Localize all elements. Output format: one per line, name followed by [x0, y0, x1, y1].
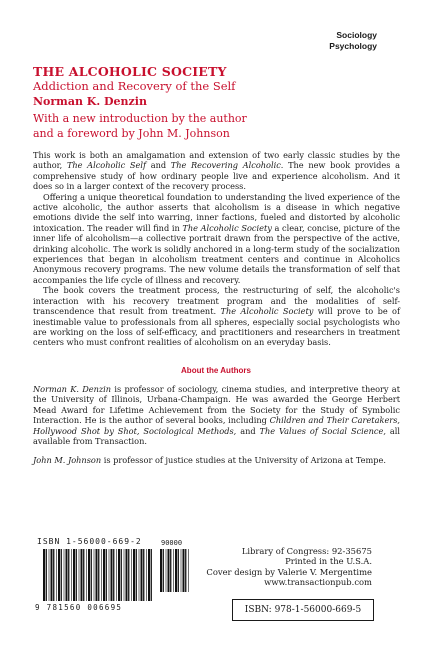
blurb-paragraph-1: This work is both an amalgamation and extension of two early classic studies by the author, The Alcoholic Self and The Recovering Alcoholic. The new book provides a comprehensive study of how ordinary people live and experience alcoholism. And it does so in a larger context of the recovery process. [33, 150, 400, 192]
library-of-congress: Library of Congress: 92-35675 [241, 546, 372, 556]
book-author: Norman K. Denzin [33, 95, 147, 108]
book-title: THE ALCOHOLIC SOCIETY [33, 64, 227, 79]
intro-credit-line-1: With a new introduction by the author [33, 112, 247, 125]
bio-denzin: Norman K. Denzin is professor of sociology, cinema studies, and interpretive theory at the University of Illinois, Urbana-Champaign. He was awarded the George Herbert Mead Award for Lifetime Achievement from the Society for the Study of Symbolic Interaction. He is the author of several books, including Children and Their Caretakers, Hollywood Shot by Shot, Sociological Methods, and The Values of Social Science, all available from Transaction. [33, 384, 401, 447]
book-subtitle: Addiction and Recovery of the Self [33, 79, 236, 93]
bio-johnson: John M. Johnson is professor of justice studies at the University of Arizona at Tempe. [33, 455, 386, 466]
title-block [33, 64, 403, 141]
about-authors-heading: About the Authors [181, 366, 251, 375]
isbn-box: ISBN: 978-1-56000-669-5 [232, 599, 374, 621]
intro-credit-line-2: and a foreword by John M. Johnson [33, 127, 230, 140]
blurb-paragraph-3: The book covers the treatment process, the restructuring of self, the alcoholic's interaction with his recovery treatment program and the modalities of self-transcendence that result from treatment. The Alcoholic Society will prove to be of inestimable value to professionals from all spheres, especially social psychologists who are working on the loss of self-efficacy, and practitioners and researchers in treatment centers who must confront realities of alcoholism on an everyday basis. [33, 285, 401, 348]
blurb [33, 150, 400, 348]
barcode-digits: 9 781560 006695 [35, 603, 123, 612]
barcode [33, 537, 193, 617]
barcode-bars-icon [43, 549, 153, 601]
publisher-website: www.transactionpub.com [264, 577, 372, 588]
author-bios [33, 384, 400, 475]
category-sociology: Sociology [336, 30, 377, 40]
barcode-addon-bars-icon [160, 549, 190, 592]
cover-design-credit: Cover design by Valerie V. Mergentime [206, 566, 372, 577]
subject-categories [329, 30, 377, 52]
intro-credit [33, 111, 403, 141]
publication-info [206, 546, 372, 588]
category-psychology: Psychology [329, 41, 377, 51]
blurb-paragraph-2: Offering a unique theoretical foundation to understanding the lived experience of the active alcoholic, the author asserts that alcoholism is a disease in which negative emotions divide the self into warring, inner factions, fueled and distorted by alcoholic intoxication. The reader will find in The Alcoholic Society a clear, concise, picture of the inner life of alcoholism—a collective portrait drawn from the perspective of the active, drinking alcoholic. The work is solidly anchored in a long-term study of the socialization experiences that began in alcoholism treatment centers and continue in Alcoholics Anonymous recovery programs. The new volume details the transformation of self that accompanies the life cycle of illness and recovery. [33, 191, 400, 285]
barcode-isbn: ISBN 1-56000-669-2 [37, 537, 142, 546]
barcode-price: 90000 [161, 539, 183, 547]
printed-in: Printed in the U.S.A. [285, 556, 372, 567]
